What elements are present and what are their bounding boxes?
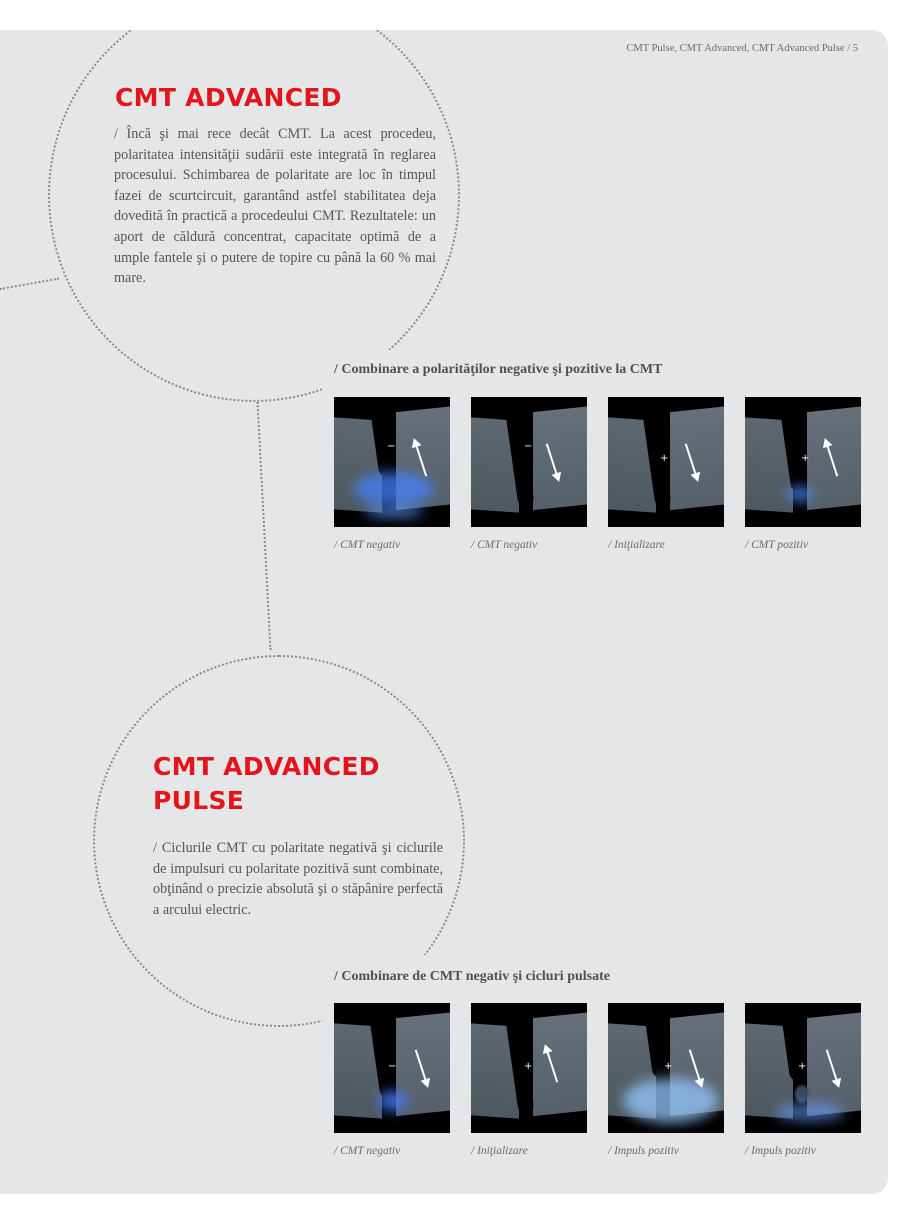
weld-photo <box>334 1003 450 1133</box>
weld-photo <box>334 397 450 527</box>
dotted-connector-vertical <box>257 402 272 650</box>
section-body-cmt-advanced: / Încă şi mai rece decât CMT. La acest procedeu, polaritatea intensităţii sudării este integrată în reglarea procesului. Schimbarea de polaritate are loc în timpul fazei de scurtcircuit, garantând astfel stabilitatea deja dovedită în practică a procedeului CMT. Rezultatele: un aport de căldură concentrat, capacitate optimă de a umple fantele şi o putere de topire cu până la 60 % mai mare. <box>114 126 436 287</box>
figure-tile <box>745 397 861 551</box>
polarity-sign: + <box>798 1061 807 1072</box>
figure-tile <box>471 1003 587 1157</box>
polarity-sign: − <box>524 441 533 452</box>
figure-caption: / Iniţializare <box>608 539 665 551</box>
weld-photo <box>471 1003 587 1133</box>
title-line-1: CMT ADVANCED <box>153 752 380 781</box>
figure-tile <box>334 397 450 551</box>
dotted-connector-left <box>0 278 59 290</box>
figure-tile <box>608 1003 724 1157</box>
running-header: CMT Pulse, CMT Advanced, CMT Advanced Pulse / 5 <box>626 43 858 54</box>
figure-label-1: / Combinare a polarităţilor negative şi pozitive la CMT <box>334 362 663 377</box>
polarity-sign: + <box>801 453 810 464</box>
weld-photo <box>471 397 587 527</box>
figure-caption: / Impuls pozitiv <box>608 1145 679 1157</box>
polarity-sign: + <box>664 1061 673 1072</box>
figure-caption: / Impuls pozitiv <box>745 1145 816 1157</box>
weld-photo <box>745 397 861 527</box>
title-line-2: PULSE <box>153 786 245 815</box>
section-body-cmt-advanced-pulse: / Ciclurile CMT cu polaritate negativă şi ciclurile de impulsuri cu polaritate pozitivă sunt combinate, obţinând o precizie absolută şi o stăpânire perfectă a arcului electric. <box>153 840 443 918</box>
polarity-sign: − <box>387 441 396 452</box>
page-panel <box>0 30 888 1194</box>
figure-row-1 <box>334 397 861 551</box>
figure-label-2: / Combinare de CMT negativ şi cicluri pulsate <box>334 969 610 984</box>
weld-photo <box>608 397 724 527</box>
figure-tile <box>608 397 724 551</box>
figure-caption: / CMT pozitiv <box>745 539 809 551</box>
section-title-cmt-advanced: CMT ADVANCED <box>115 83 342 112</box>
polarity-sign: + <box>660 453 669 464</box>
weld-photo <box>745 1003 861 1133</box>
figure-row-2 <box>334 1003 861 1157</box>
weld-photo <box>608 1003 724 1133</box>
polarity-sign: + <box>524 1061 533 1072</box>
section-title-cmt-advanced-pulse <box>153 750 380 818</box>
polarity-sign: − <box>388 1061 397 1072</box>
figure-caption: / CMT negativ <box>334 539 401 551</box>
figure-caption: / CMT negativ <box>334 1145 401 1157</box>
figure-tile <box>334 1003 450 1157</box>
figure-tile <box>471 397 587 551</box>
figure-caption: / CMT negativ <box>471 539 538 551</box>
figure-tile <box>745 1003 861 1157</box>
figure-caption: / Iniţializare <box>471 1145 528 1157</box>
